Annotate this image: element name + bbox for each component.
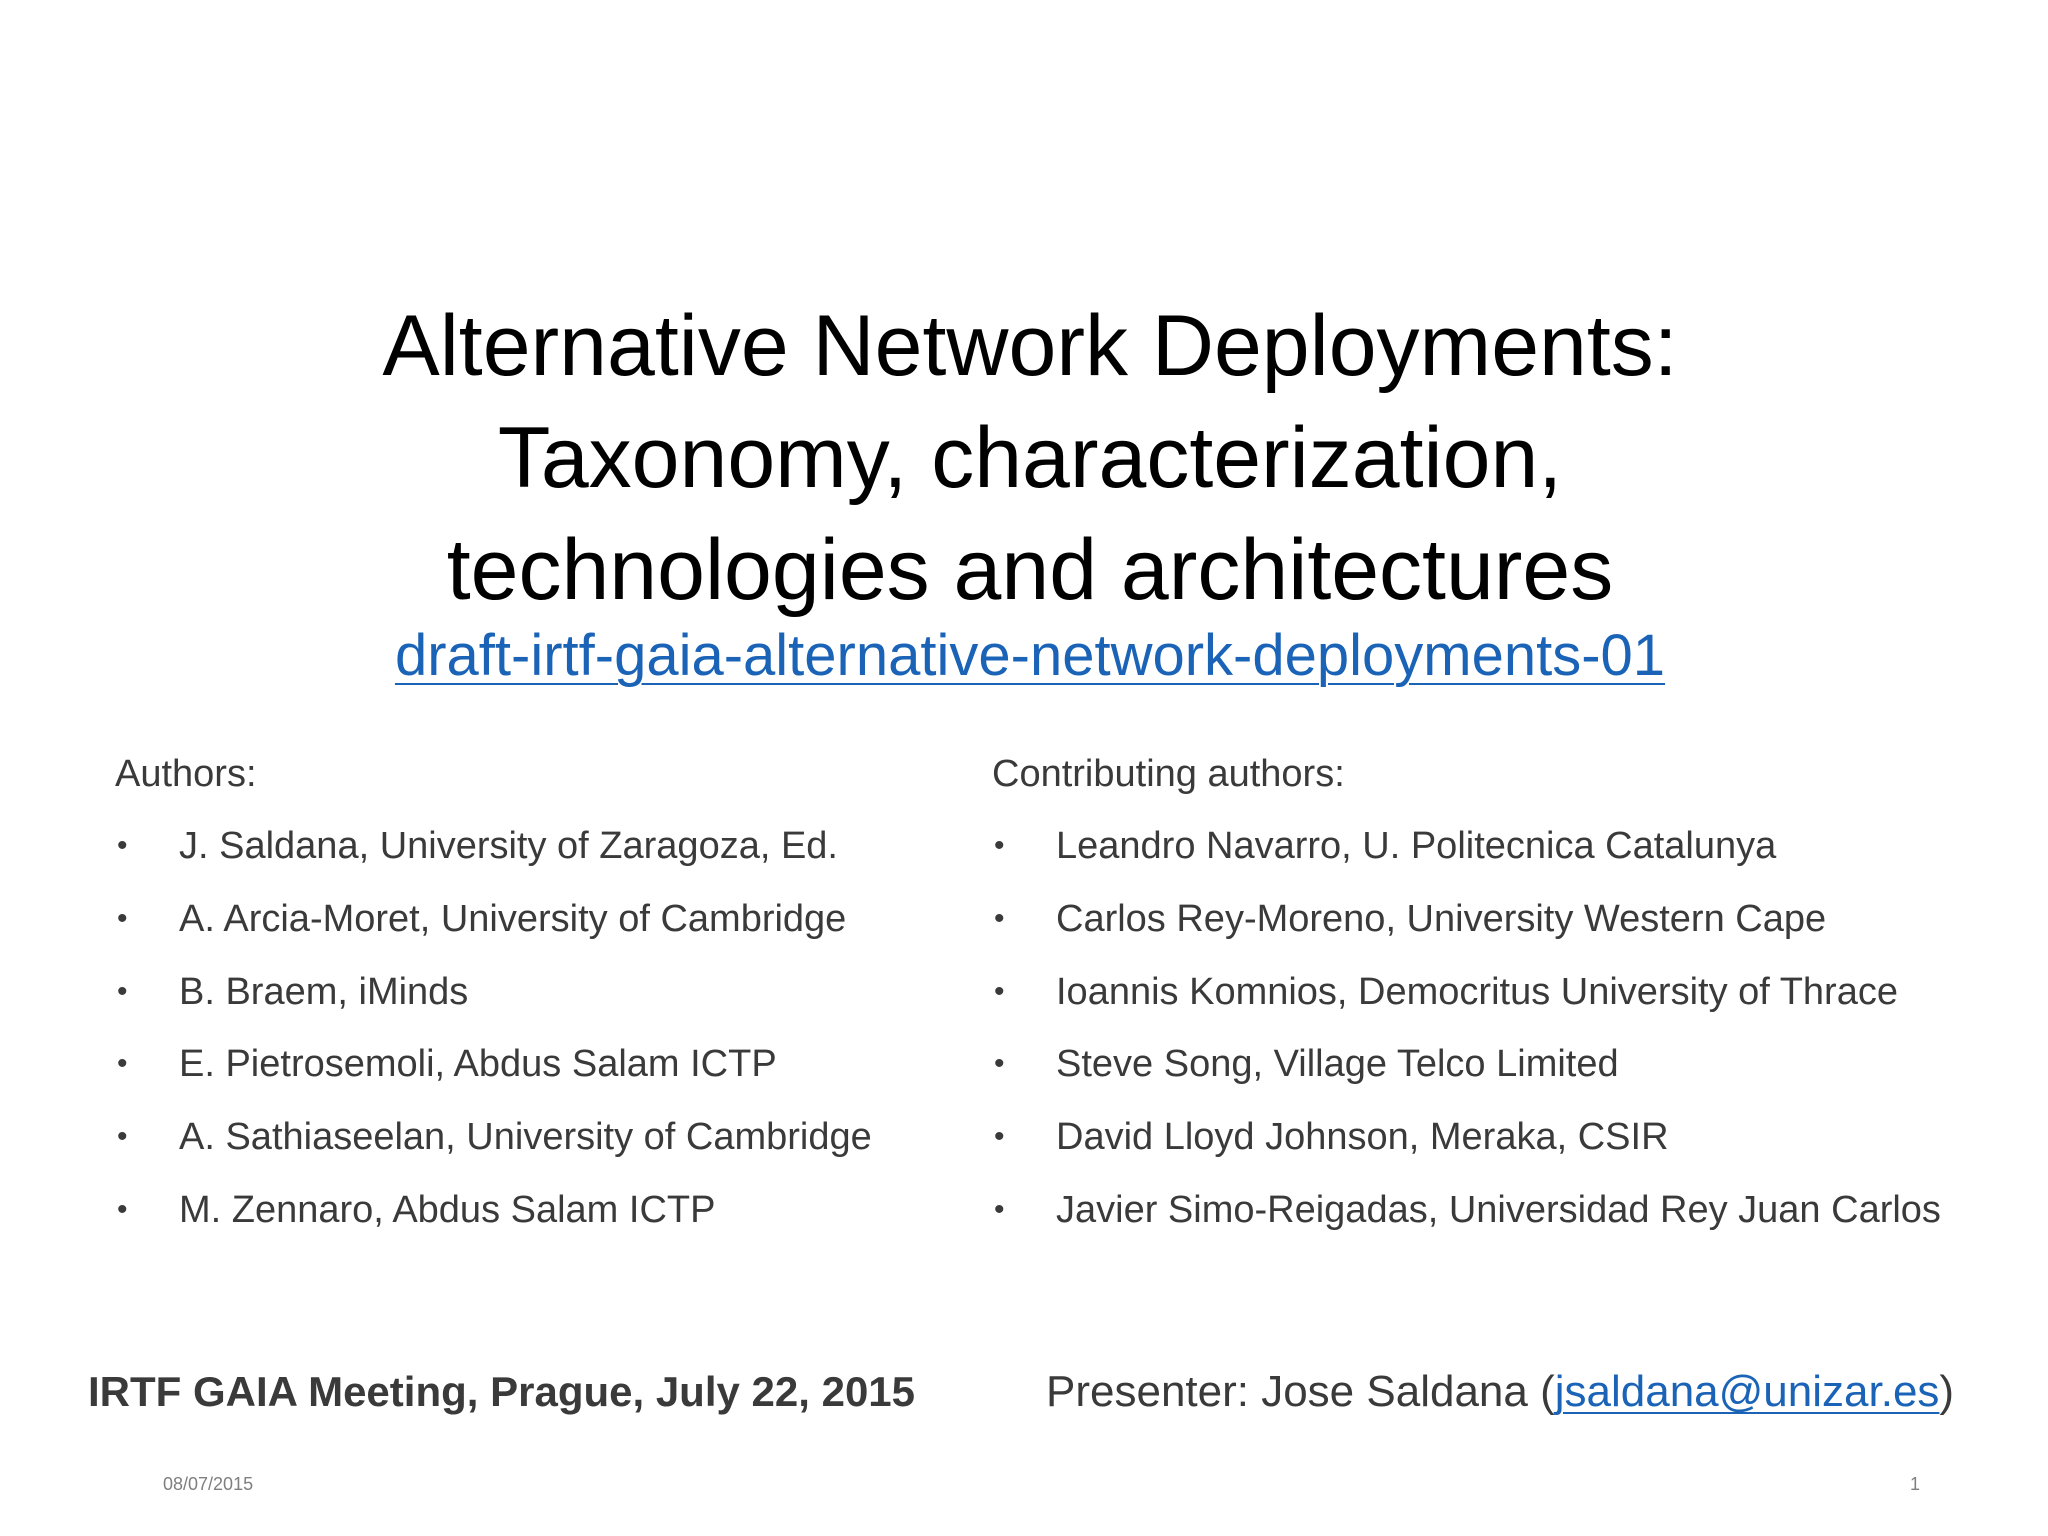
list-item <box>992 810 2032 883</box>
bullet-icon: • <box>994 1192 1005 1226</box>
authors-list <box>115 810 975 1247</box>
bullet-icon: • <box>117 1047 128 1081</box>
list-item <box>115 1028 975 1101</box>
draft-link[interactable]: draft-irtf-gaia-alternative-network-deployments-01 <box>394 623 1666 688</box>
contributing-authors-list <box>992 810 2032 1247</box>
bullet-icon: • <box>994 1120 1005 1154</box>
title-line-2: Taxonomy, characterization, <box>497 410 1563 506</box>
presenter-info <box>1046 1362 1954 1422</box>
bullet-icon: • <box>117 974 128 1008</box>
title-line-3: technologies and architectures <box>446 522 1614 618</box>
contributor-name: Leandro Navarro, U. Politecnica Catalunya <box>1056 825 1777 867</box>
author-name: J. Saldana, University of Zaragoza, Ed. <box>179 825 838 867</box>
list-item <box>115 1174 975 1247</box>
bullet-icon: • <box>117 901 128 935</box>
author-name: B. Braem, iMinds <box>179 970 469 1013</box>
bullet-icon: • <box>994 1047 1005 1081</box>
bullet-icon: • <box>117 1120 128 1154</box>
contributor-name: Carlos Rey-Moreno, University Western Cape <box>1056 897 1827 940</box>
title-line-1: Alternative Network Deployments: <box>382 298 1678 394</box>
author-name: M. Zennaro, Abdus Salam ICTP <box>179 1188 716 1231</box>
page-number: 1 <box>1909 1474 1920 1494</box>
contributor-name: Steve Song, Village Telco Limited <box>1056 1043 1619 1086</box>
bullet-icon: • <box>994 974 1005 1008</box>
presenter-prefix: Presenter: Jose Saldana ( <box>1046 1367 1555 1416</box>
bullet-icon: • <box>117 1192 128 1226</box>
list-item <box>115 956 975 1029</box>
contributing-authors-heading: Contributing authors: <box>992 753 1345 795</box>
list-item <box>115 1101 975 1174</box>
list-item <box>992 883 2032 956</box>
list-item <box>992 1028 2032 1101</box>
slide-title <box>140 290 1920 626</box>
author-name: A. Arcia-Moret, University of Cambridge <box>179 897 847 940</box>
list-item <box>992 1174 2032 1247</box>
bullet-icon: • <box>117 829 128 862</box>
list-item <box>992 1101 2032 1174</box>
contributor-name: Javier Simo-Reigadas, Universidad Rey Juan Carlos <box>1056 1188 1941 1231</box>
contributor-name: David Lloyd Johnson, Meraka, CSIR <box>1056 1116 1669 1159</box>
author-name: E. Pietrosemoli, Abdus Salam ICTP <box>179 1043 777 1086</box>
presenter-email-link[interactable]: jsaldana@unizar.es <box>1554 1367 1940 1416</box>
presenter-suffix: ) <box>1939 1367 1955 1416</box>
authors-heading: Authors: <box>115 753 257 795</box>
author-name: A. Sathiaseelan, University of Cambridge <box>179 1116 872 1159</box>
list-item <box>115 883 975 956</box>
bullet-icon: • <box>994 901 1005 935</box>
contributing-authors-column <box>992 738 2032 1247</box>
contributor-name: Ioannis Komnios, Democritus University of Thrace <box>1056 970 1898 1013</box>
meeting-info: IRTF GAIA Meeting, Prague, July 22, 2015 <box>88 1368 916 1415</box>
bullet-icon: • <box>994 829 1005 862</box>
footer-date: 08/07/2015 <box>163 1474 254 1494</box>
list-item <box>115 810 975 883</box>
authors-column <box>115 738 975 1247</box>
list-item <box>992 956 2032 1029</box>
